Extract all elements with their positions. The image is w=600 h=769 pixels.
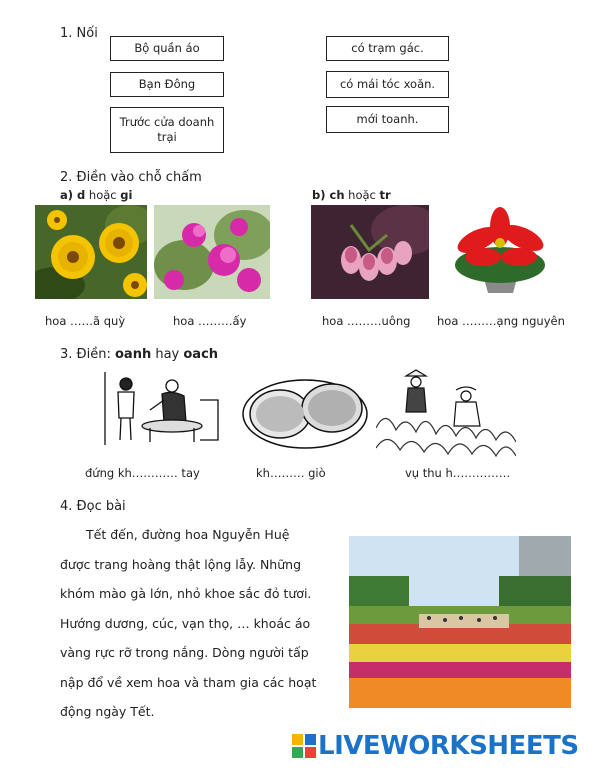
sub-a-prefix: a) [60, 188, 78, 202]
match-left-1[interactable]: Bộ quần áo [110, 36, 224, 61]
reading-line-2: được trang hoàng thật lộng lẫy. Những [60, 556, 301, 572]
match-right-1[interactable]: có trạm gác. [326, 36, 449, 61]
daisy-flowers-image [35, 205, 147, 299]
poinsettia-image [443, 205, 558, 299]
sub-b-mid: hoặc [344, 188, 380, 202]
liveworksheets-logo[interactable] [292, 731, 579, 761]
harvest-workers-image [376, 368, 516, 460]
caption-2b-1[interactable]: hoa ………uông [322, 314, 411, 328]
section-2b-label [312, 188, 391, 202]
liveworksheets-logo-text: LIVEWORKSHEETS [318, 731, 579, 761]
sub-a-letter-2: gi [120, 188, 133, 202]
bougainvillea-image [154, 205, 270, 299]
sub-b-letter-1: ch [329, 188, 345, 202]
flower-street-photo [349, 536, 571, 708]
section-3-word-1: oanh [114, 347, 152, 362]
section-3-mid: hay [151, 347, 184, 362]
section-2-title: 2. Điền vào chỗ chấm [60, 170, 202, 185]
match-right-3[interactable]: mới toanh. [326, 106, 449, 133]
section-4-title: 4. Đọc bài [60, 499, 126, 514]
reading-line-7: động ngày Tết. [60, 704, 155, 719]
caption-3-1[interactable]: đứng kh………… tay [85, 466, 200, 480]
sub-a-mid: hoặc [85, 188, 121, 202]
reading-passage [60, 520, 342, 727]
sub-a-letter-1: d [77, 188, 86, 202]
caption-2a-2[interactable]: hoa ………ấy [173, 314, 247, 328]
rice-cakes-image [240, 374, 370, 454]
bellflowers-image [311, 205, 429, 299]
reading-line-4: Hướng dương, cúc, vạn thọ, … khoác áo [60, 615, 311, 631]
section-3-prefix: 3. Điền: [60, 347, 115, 362]
sub-b-letter-2: tr [379, 188, 391, 202]
reading-line-1: Tết đến, đường hoa Nguyễn Huệ [86, 527, 290, 542]
match-left-2[interactable]: Bạn Đông [110, 72, 224, 97]
section-3-word-2: oach [183, 347, 219, 362]
section-3-title [60, 347, 218, 362]
caption-3-3[interactable]: vụ thu h…………… [405, 466, 511, 480]
reading-line-3: khóm mào gà lớn, nhỏ khoe sắc đỏ tươi. [60, 586, 312, 601]
people-talking-image [100, 370, 225, 450]
sub-b-prefix: b) [312, 188, 330, 202]
match-right-2[interactable]: có mái tóc xoăn. [326, 71, 449, 98]
reading-line-5: vàng rực rỡ trong nắng. Dòng người tấp [60, 645, 309, 660]
section-2a-label [60, 188, 132, 202]
caption-2a-1[interactable]: hoa ……ã quỳ [45, 314, 126, 328]
liveworksheets-logo-icon [292, 734, 316, 758]
match-left-3[interactable]: Trước cửa doanh trại [110, 107, 224, 153]
caption-3-2[interactable]: kh……… giò [256, 466, 326, 480]
reading-line-6: nập đổ về xem hoa và tham gia các hoạt [60, 674, 317, 690]
caption-2b-2[interactable]: hoa ………ạng nguyên [437, 314, 565, 328]
section-1-title: 1. Nối [60, 26, 98, 41]
